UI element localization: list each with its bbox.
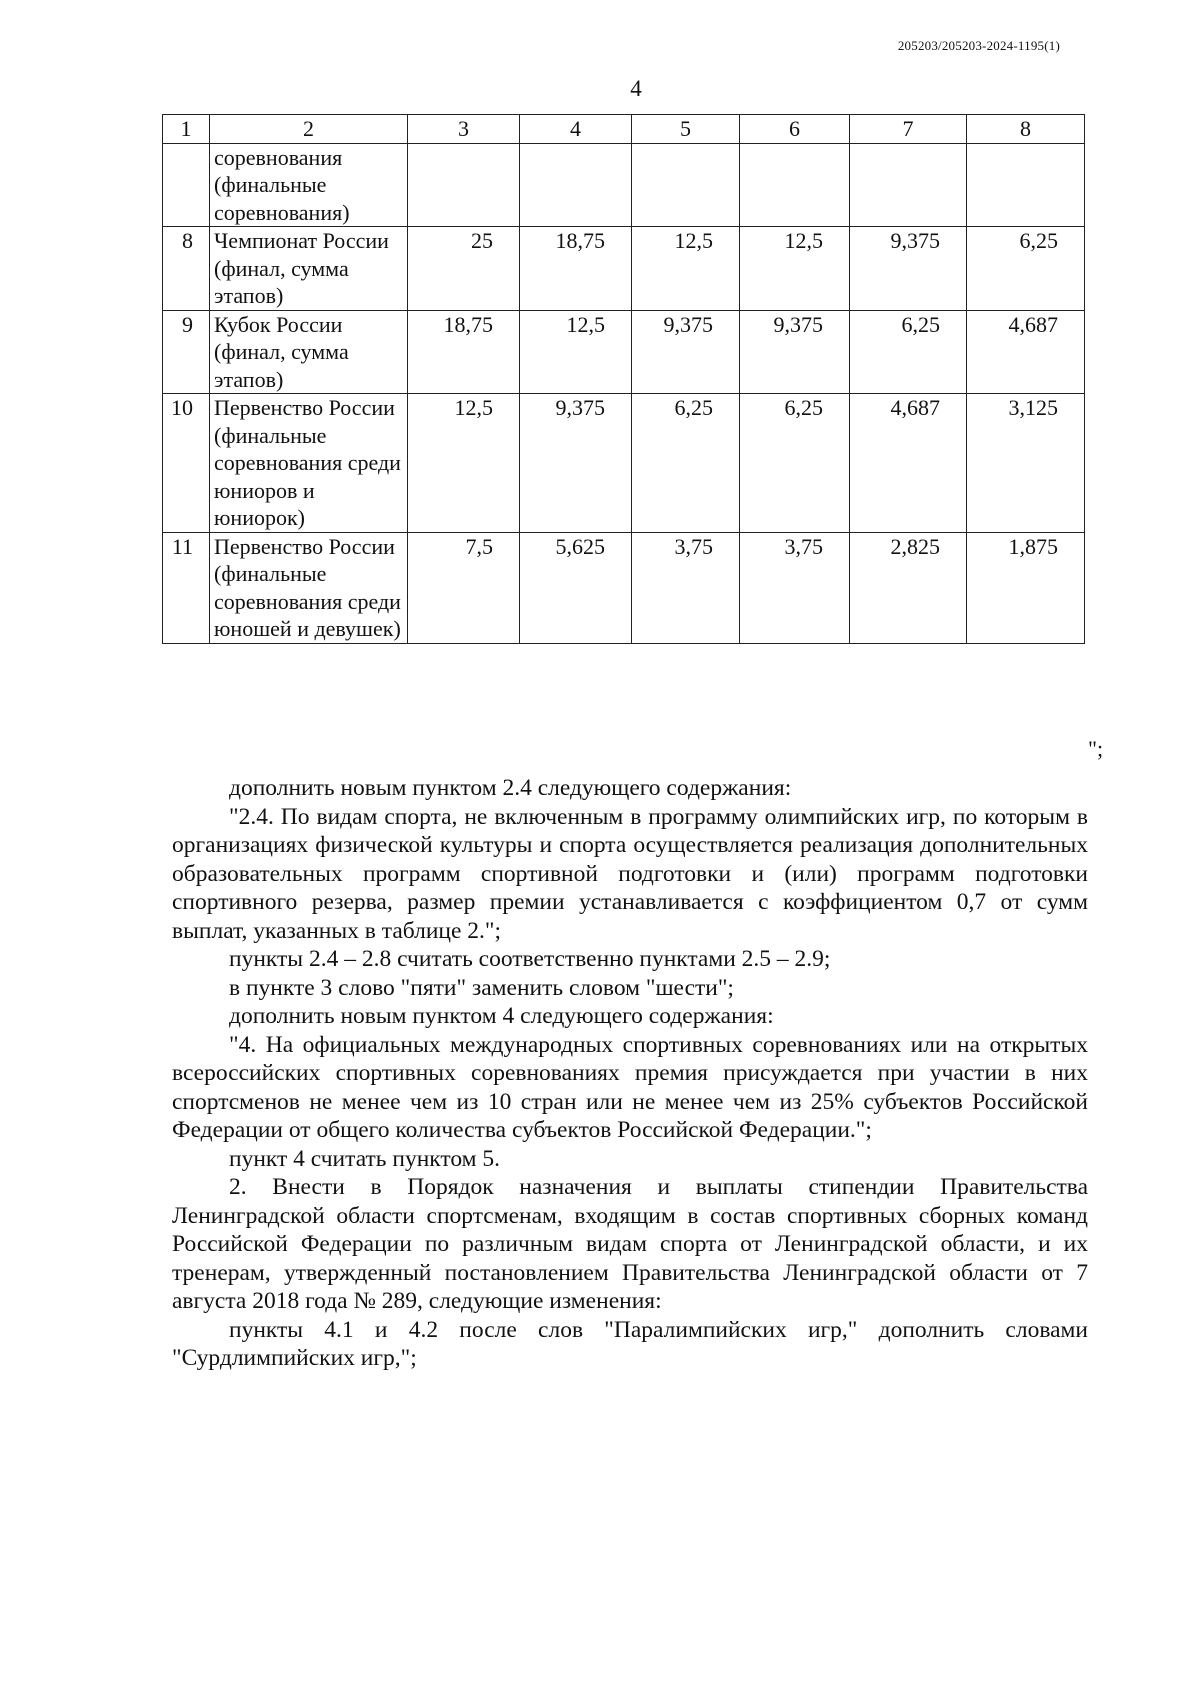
value-cell: 6,25 bbox=[740, 394, 850, 533]
awards-table bbox=[162, 114, 1085, 644]
table-row bbox=[163, 532, 1085, 643]
value-cell: 12,5 bbox=[408, 394, 520, 533]
competition-name: Кубок России (финал, сумма этапов) bbox=[210, 310, 408, 394]
value-cell: 12,5 bbox=[740, 227, 850, 311]
value-cell: 3,75 bbox=[632, 532, 740, 643]
value-cell: 12,5 bbox=[632, 227, 740, 311]
document-body bbox=[172, 774, 1088, 1373]
table-row bbox=[163, 143, 1085, 227]
row-number: 8 bbox=[163, 227, 210, 311]
competition-name: Чемпионат России (финал, сумма этапов) bbox=[210, 227, 408, 311]
document-id: 205203/205203-2024-1195(1) bbox=[897, 38, 1060, 53]
column-header: 4 bbox=[520, 115, 632, 144]
value-cell: 6,25 bbox=[632, 394, 740, 533]
paragraph: 2. Внести в Порядок назначения и выплаты стипендии Правительства Ленинградской области спортсменам, входящим в состав спортивных сборных команд Российской Федерации по различным видам спорта от Ленинградской области, и их тренерам, утвержденный постановлением Правительства Ленинградской области от 7 августа 2018 года № 289, следующие изменения: bbox=[172, 1174, 1088, 1314]
value-cell: 3,75 bbox=[740, 532, 850, 643]
value-cell: 6,25 bbox=[850, 310, 967, 394]
value-cell: 9,375 bbox=[740, 310, 850, 394]
column-header: 5 bbox=[632, 115, 740, 144]
value-cell: 25 bbox=[408, 227, 520, 311]
paragraph: дополнить новым пунктом 4 следующего содержания: bbox=[229, 1003, 774, 1029]
value-cell: 5,625 bbox=[520, 532, 632, 643]
value-cell: 12,5 bbox=[520, 310, 632, 394]
page-number: 4 bbox=[630, 76, 642, 101]
column-header: 2 bbox=[210, 115, 408, 144]
value-cell: 1,875 bbox=[967, 532, 1085, 643]
row-number: 10 bbox=[163, 394, 210, 533]
column-header: 7 bbox=[850, 115, 967, 144]
column-header: 1 bbox=[163, 115, 210, 144]
value-cell: 9,375 bbox=[632, 310, 740, 394]
table-row bbox=[163, 310, 1085, 394]
paragraph: "4. На официальных международных спортивных соревнованиях или на открытых всероссийских спортивных соревнованиях премия присуждается при участии в них спортсменов не менее чем из 10 стран или не менее чем из 25% субъектов Российской Федерации от общего количества субъектов Российской Федерации."; bbox=[172, 1031, 1088, 1143]
continuation-cell: соревнования (финальные соревнования) bbox=[210, 143, 408, 227]
competition-name: Первенство России (финальные соревнования среди юниоров и юниорок) bbox=[210, 394, 408, 533]
table-header-row bbox=[163, 115, 1085, 144]
value-cell: 3,125 bbox=[967, 394, 1085, 533]
paragraph: "2.4. По видам спорта, не включенным в программу олимпийских игр, по которым в организациях физической культуры и спорта осуществляется реализация дополнительных образовательных программ спортивной подготовки и (или) программ подготовки спортивного резерва, размер премии устанавливается с коэффициентом 0,7 от сумм выплат, указанных в таблице 2."; bbox=[172, 803, 1088, 944]
paragraph: пункты 4.1 и 4.2 после слов "Паралимпийских игр," дополнить словами "Сурдлимпийских игр,"; bbox=[172, 1316, 1088, 1371]
column-header: 6 bbox=[740, 115, 850, 144]
table-row bbox=[163, 227, 1085, 311]
value-cell: 2,825 bbox=[850, 532, 967, 643]
value-cell: 9,375 bbox=[850, 227, 967, 311]
value-cell: 6,25 bbox=[967, 227, 1085, 311]
value-cell: 4,687 bbox=[967, 310, 1085, 394]
paragraph: в пункте 3 слово "пяти" заменить словом "шести"; bbox=[229, 974, 734, 1001]
table-row bbox=[163, 394, 1085, 533]
value-cell: 18,75 bbox=[408, 310, 520, 394]
paragraph: дополнить новым пунктом 2.4 следующего содержания: bbox=[229, 775, 792, 801]
value-cell: 4,687 bbox=[850, 394, 967, 533]
paragraph: пункт 4 считать пунктом 5. bbox=[229, 1145, 501, 1172]
column-header: 8 bbox=[967, 115, 1085, 144]
competition-name: Первенство России (финальные соревнования среди юношей и девушек) bbox=[210, 532, 408, 643]
value-cell: 9,375 bbox=[520, 394, 632, 533]
value-cell: 18,75 bbox=[520, 227, 632, 311]
row-number: 9 bbox=[163, 310, 210, 394]
column-header: 3 bbox=[408, 115, 520, 144]
value-cell: 7,5 bbox=[408, 532, 520, 643]
row-number: 11 bbox=[163, 532, 210, 643]
table-closing-quote: "; bbox=[1088, 736, 1104, 761]
paragraph: пункты 2.4 – 2.8 считать соответственно пунктами 2.5 – 2.9; bbox=[229, 946, 831, 972]
